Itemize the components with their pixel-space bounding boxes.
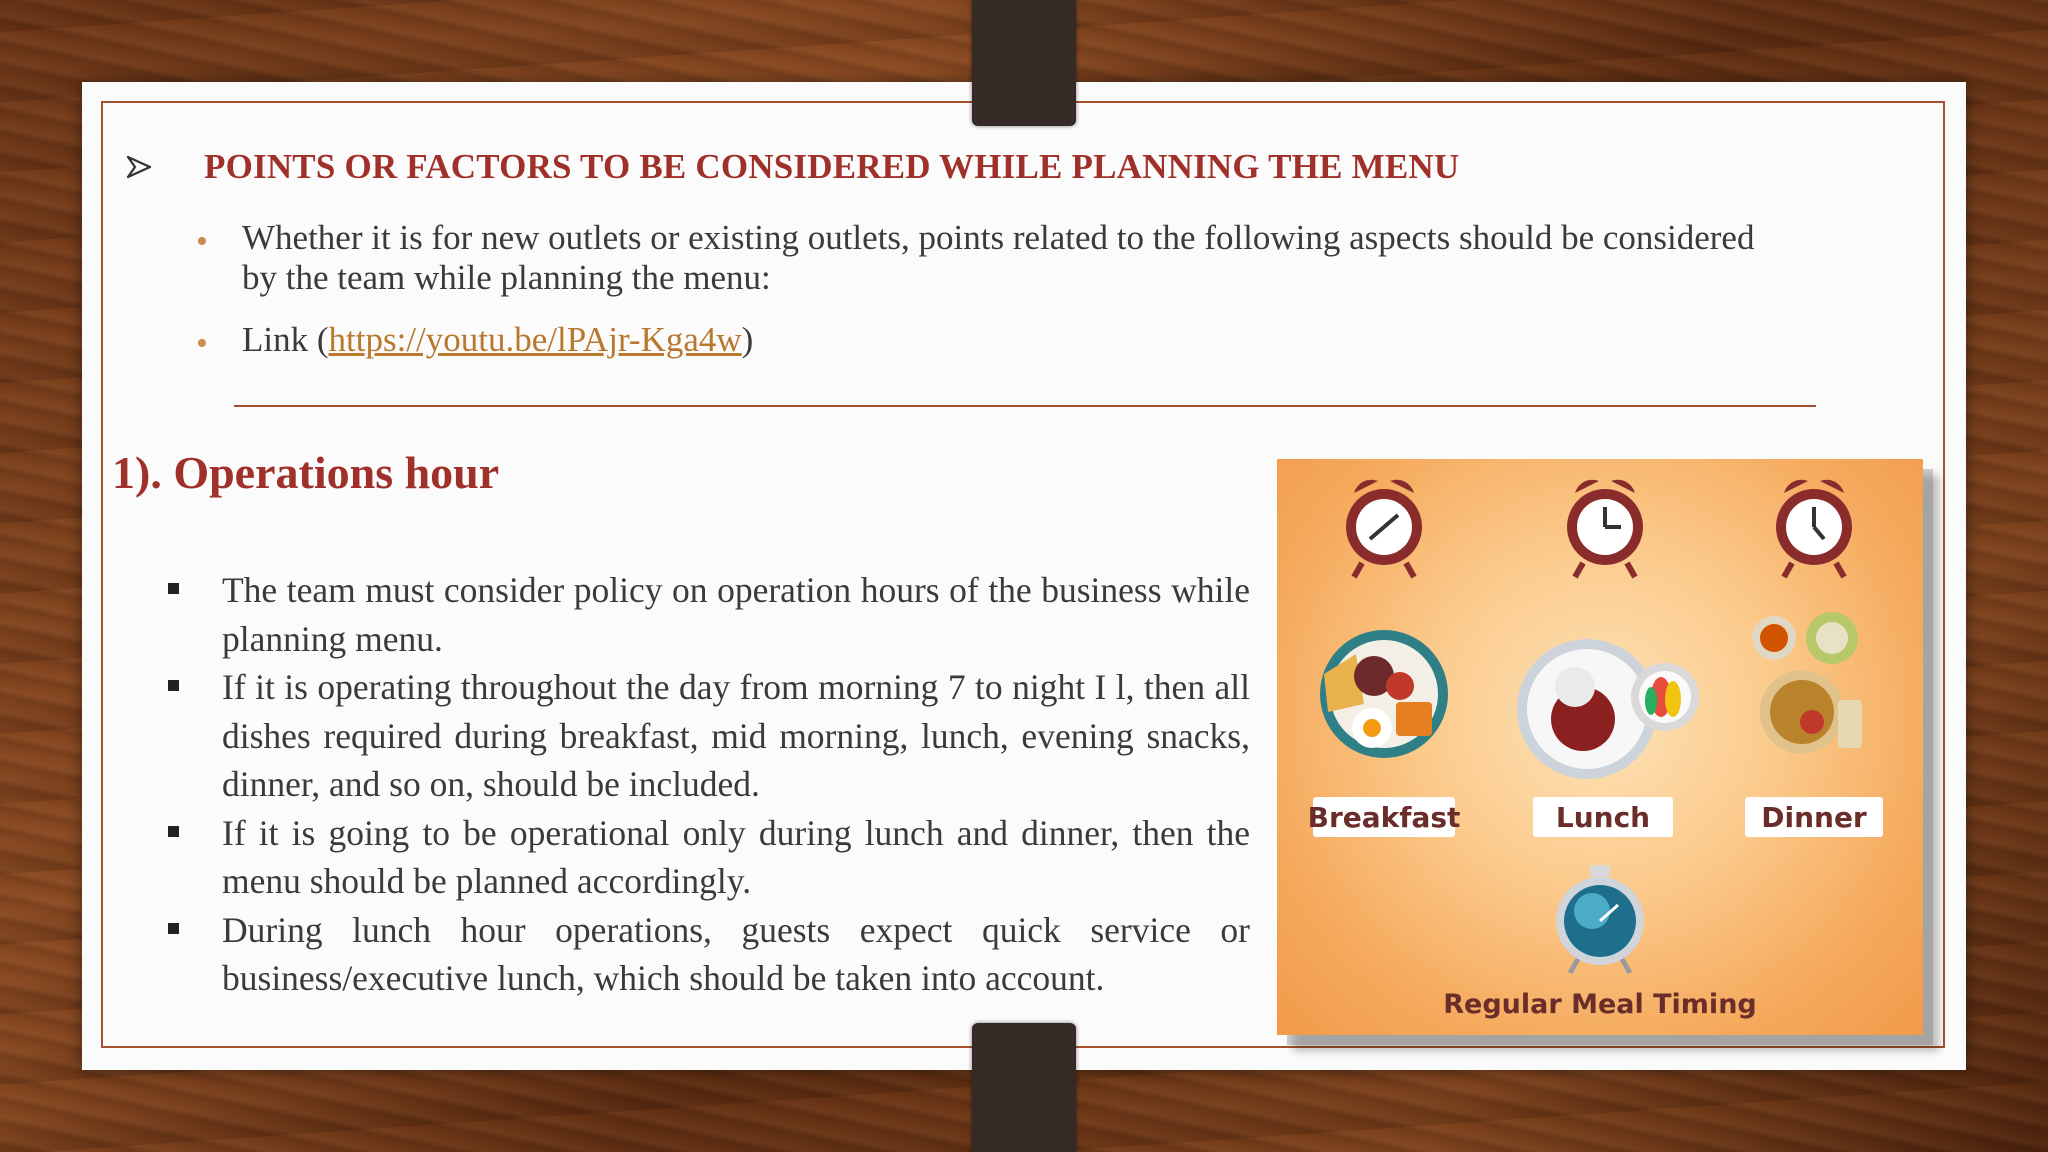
bullet-dot-icon: • [196,223,208,260]
bottom-strap [972,1023,1076,1152]
intro-list [196,218,1776,382]
slide-heading: POINTS OR FACTORS TO BE CONSIDERED WHILE PLANNING THE MENU [204,147,1460,186]
divider-line [234,405,1816,407]
link-item [196,320,1776,360]
alarm-clock-icon [1776,480,1852,577]
alarm-clock-icon [1346,480,1422,577]
dinner-label: Dinner [1745,797,1883,837]
arrow-bullet-icon [126,154,152,180]
video-link[interactable]: https://youtu.be/lPAjr-Kga4w [328,320,742,359]
list-item [164,809,1250,906]
square-bullet-icon [168,680,179,691]
list-item [164,663,1250,809]
bullet-text: During lunch hour operations, guests expect quick service or business/executive lunch, which should be taken into account. [222,909,1250,998]
section-title: 1). Operations hour [112,447,500,498]
intro-item [196,218,1776,298]
list-item [164,906,1250,1003]
bullet-text: If it is operating throughout the day from morning 7 to night I l, then all dishes required during breakfast, mid morning, lunch, evening snacks, dinner, and so on, should be included. [222,667,1250,804]
intro-text: Whether it is for new outlets or existing outlets, points related to the following aspects should be considered by the team while planning the menu: [242,218,1755,297]
breakfast-plate-icon [1320,630,1448,758]
heading-row [126,140,1459,194]
meal-timing-illustration [1277,459,1923,1035]
square-bullet-icon [168,923,179,934]
square-bullet-icon [168,583,179,594]
list-item [164,566,1250,663]
top-strap [972,0,1076,126]
breakfast-label: Breakfast [1313,797,1455,837]
link-suffix: ) [741,320,754,359]
bullet-list [164,566,1250,1003]
bullet-dot-icon: • [196,325,208,362]
alarm-clock-icon [1567,480,1643,577]
lunch-label: Lunch [1533,797,1673,837]
dinner-plate-icon [1752,612,1862,754]
square-bullet-icon [168,826,179,837]
bullet-text: The team must consider policy on operation hours of the business while planning menu. [222,570,1250,659]
stopwatch-icon [1556,865,1644,973]
illustration-caption: Regular Meal Timing [1443,989,1757,1020]
bullet-text: If it is going to be operational only during lunch and dinner, then the menu should be planned accordingly. [222,812,1250,901]
lunch-plate-icon [1517,639,1699,779]
link-prefix: Link ( [242,320,329,359]
